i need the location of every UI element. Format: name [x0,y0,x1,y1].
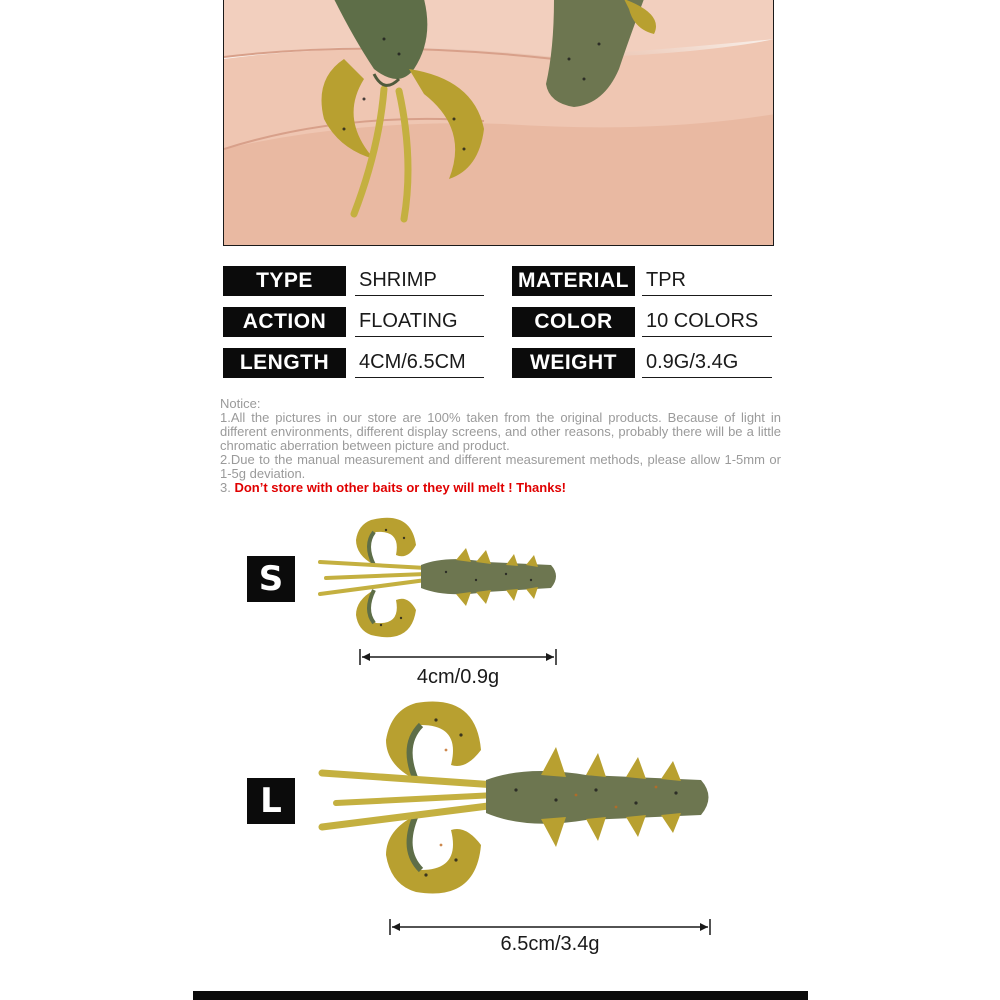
spec-color-value: 10 COLORS [642,307,772,337]
notice-title: Notice: [220,396,261,411]
small-lure-illustration [316,510,561,645]
spec-material-value: TPR [642,266,772,296]
small-size-label: 4cm/0.9g [416,666,500,688]
notice-item-2: 2.Due to the manual measurement and different measurement methods, please allow 1-5mm or 1-5g deviation. [220,452,781,481]
hand-with-lures-illustration [224,0,774,246]
spec-weight-value: 0.9G/3.4G [642,348,772,378]
notice-block [220,397,781,495]
size-large-badge: L [247,778,295,824]
spec-action-label: ACTION [223,307,346,337]
spec-type-label: TYPE [223,266,346,296]
spec-type-value: SHRIMP [355,266,484,296]
spec-weight-label: WEIGHT [512,348,635,378]
size-small-badge: S [247,556,295,602]
spec-length-value: 4CM/6.5CM [355,348,484,378]
footer-divider-bar [193,991,808,1000]
spec-color-label: COLOR [512,307,635,337]
spec-action-value: FLOATING [355,307,484,337]
product-photo [223,0,774,246]
notice-item-3-number: 3. [220,480,235,495]
notice-item-1: 1.All the pictures in our store are 100% taken from the original products. Because of light in different environments, different display screens, and other reasons, probably there will be a little chromatic aberration between picture and product. [220,410,781,453]
spec-length-label: LENGTH [223,348,346,378]
large-size-label: 6.5cm/3.4g [500,933,600,955]
large-lure-illustration [316,695,716,900]
small-length-dimension-line [358,648,558,666]
melt-warning: Don’t store with other baits or they will melt ! Thanks! [234,480,567,495]
spec-material-label: MATERIAL [512,266,635,296]
notice-item-3 [220,481,781,495]
